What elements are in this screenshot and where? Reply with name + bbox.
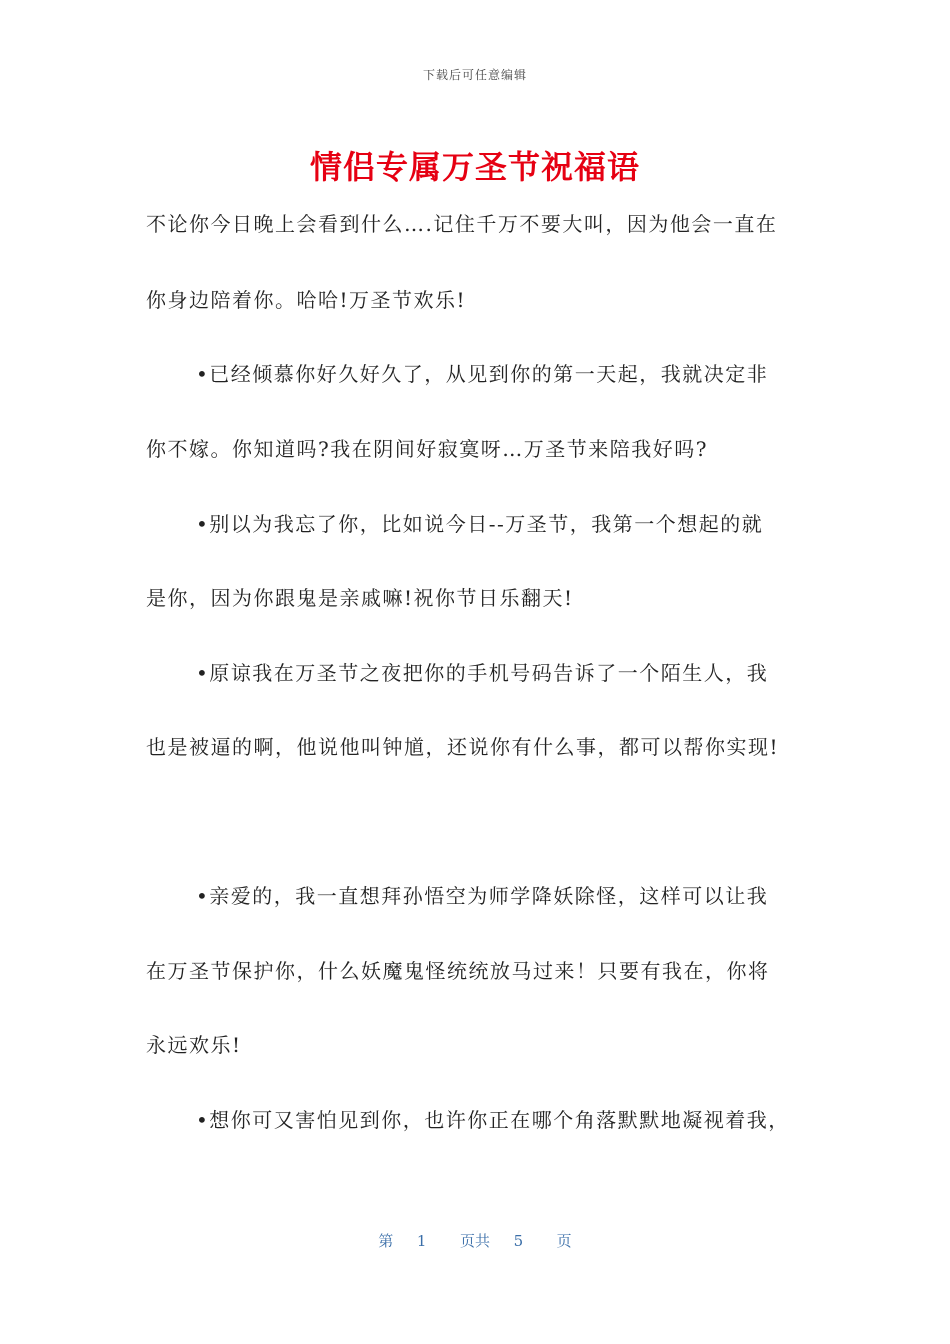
footer-label-di: 第	[378, 1232, 394, 1250]
bullet-line: •想你可又害怕见到你，也许你正在哪个角落默默地凝视着我，	[196, 1108, 790, 1132]
paragraph-line: 不论你今日晚上会看到什么….记住千万不要大叫，因为他会一直在	[146, 212, 778, 236]
paragraph-line: 在万圣节保护你，什么妖魔鬼怪统统放马过来！只要有我在，你将	[146, 959, 770, 983]
footer-current-page: 1	[416, 1232, 427, 1250]
bullet-line: •原谅我在万圣节之夜把你的手机号码告诉了一个陌生人，我	[196, 661, 769, 685]
paragraph-line: 也是被逼的啊，他说他叫钟馗，还说你有什么事，都可以帮你实现!	[146, 735, 780, 759]
footer-total-pages: 5	[513, 1232, 524, 1250]
bullet-line: •已经倾慕你好久好久了，从见到你的第一天起，我就决定非	[196, 362, 769, 386]
paragraph-line: 是你，因为你跟鬼是亲戚嘛!祝你节日乐翻天!	[146, 586, 574, 610]
page-footer	[0, 1230, 950, 1251]
header-note: 下载后可任意编辑	[422, 68, 527, 82]
paragraph-line: 你身边陪着你。哈哈!万圣节欢乐!	[146, 288, 467, 312]
bullet-line: •亲爱的，我一直想拜孙悟空为师学降妖除怪，这样可以让我	[196, 884, 769, 908]
document-title: 情侣专属万圣节祝福语	[309, 148, 640, 186]
paragraph-line: 永远欢乐!	[146, 1033, 242, 1057]
paragraph-line: 你不嫁。你知道吗?我在阴间好寂寞呀…万圣节来陪我好吗?	[146, 437, 708, 461]
bullet-line: •别以为我忘了你，比如说今日--万圣节，我第一个想起的就	[196, 512, 764, 536]
footer-label-ye: 页	[556, 1232, 572, 1250]
footer-label-ye-gong: 页共	[459, 1232, 490, 1250]
